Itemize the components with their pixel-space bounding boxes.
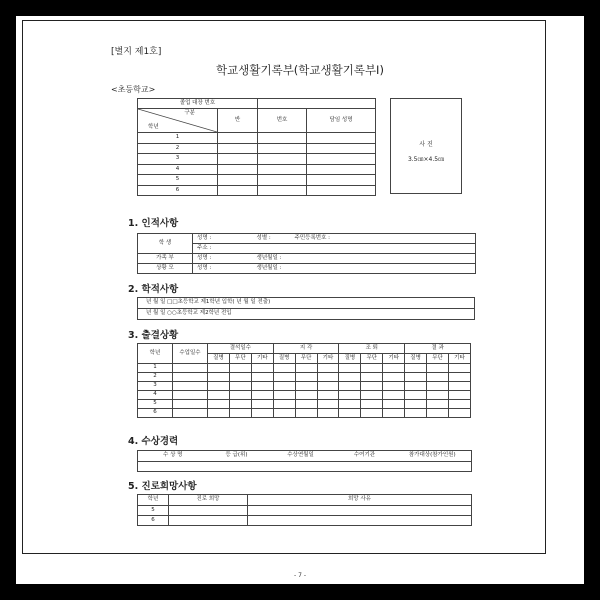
grade-header: 학년 — [138, 344, 173, 364]
sub-header: 질병 — [339, 354, 361, 364]
rrn-field: 주민등록번호 : — [291, 234, 476, 244]
father-birth: 생년월일 : — [253, 254, 476, 264]
grade-cell: 5 — [138, 175, 218, 186]
photo-label: 사 진 — [419, 141, 433, 148]
grad-number-value — [258, 99, 376, 109]
sub-header: 무단 — [229, 354, 251, 364]
diag-top-label: 구분 — [184, 110, 195, 116]
sub-header: 기타 — [251, 354, 273, 364]
personal-info-table — [137, 233, 476, 274]
class-table — [137, 98, 376, 196]
col-header: 담임 성명 — [307, 109, 376, 133]
enrollment-table — [137, 297, 475, 320]
grade-cell: 3 — [138, 382, 173, 391]
section-heading: 2. 학적사항 — [128, 284, 179, 295]
family-label: 상황 모 — [138, 264, 193, 274]
diagonal-header — [138, 109, 218, 133]
col-header: 학년 — [138, 495, 169, 506]
document-title: 학교생활기록부(학교생활기록부Ⅰ) — [216, 63, 384, 77]
col-header: 번호 — [258, 109, 307, 133]
page-number: - 7 - — [294, 572, 306, 579]
grade-cell: 6 — [138, 409, 173, 418]
col-header: 등 급(위) — [208, 451, 266, 462]
awards-table — [137, 450, 472, 472]
col-header: 진로 희망 — [169, 495, 248, 506]
section-heading: 4. 수상경력 — [128, 436, 179, 447]
grade-cell: 4 — [138, 391, 173, 400]
diag-bottom-label: 학년 — [148, 123, 159, 130]
sub-header: 무단 — [295, 354, 317, 364]
sub-header: 기타 — [448, 354, 470, 364]
sub-header: 질병 — [208, 354, 230, 364]
sub-header: 질병 — [405, 354, 427, 364]
col-header: 수 상 명 — [138, 451, 208, 462]
grad-number-label: 졸업 대장 번호 — [138, 99, 258, 109]
mother-birth: 생년월일 : — [253, 264, 476, 274]
col-header: 희망 사유 — [248, 495, 472, 506]
sub-header: 무단 — [427, 354, 449, 364]
attendance-table — [137, 343, 471, 418]
gender-field: 성별 : — [253, 234, 291, 244]
father-name: 성명 : — [193, 254, 253, 264]
sub-header: 질병 — [273, 354, 295, 364]
group-header: 지 각 — [273, 344, 339, 354]
form-tag: [별지 제1호] — [111, 47, 162, 57]
grade-cell: 2 — [138, 373, 173, 382]
grade-cell: 4 — [138, 164, 218, 175]
address-field: 주소 : — [193, 244, 476, 254]
grade-cell: 2 — [138, 143, 218, 154]
section-heading: 3. 출결상황 — [128, 330, 179, 341]
enrollment-line: 년 월 일 ○○초등학교 제2학년 전입 — [138, 309, 475, 320]
sub-header: 기타 — [317, 354, 339, 364]
col-header: 참가대상(참가인원) — [394, 451, 472, 462]
student-label: 학 생 — [138, 234, 193, 254]
grade-cell: 5 — [138, 506, 169, 516]
section-heading: 5. 진로희망사항 — [128, 481, 197, 492]
school-label: <초등학교> — [111, 85, 156, 94]
group-header: 조 퇴 — [339, 344, 405, 354]
grade-cell: 6 — [138, 185, 218, 196]
career-table — [137, 494, 472, 526]
grade-cell: 3 — [138, 154, 218, 165]
grade-cell: 1 — [138, 133, 218, 144]
sub-header: 기타 — [383, 354, 405, 364]
col-header: 반 — [218, 109, 258, 133]
group-header: 결석일수 — [208, 344, 274, 354]
col-header: 수여기관 — [336, 451, 394, 462]
photo-size: 3.5㎝×4.5㎝ — [407, 156, 445, 163]
grade-cell: 5 — [138, 400, 173, 409]
grade-cell: 6 — [138, 516, 169, 526]
sub-header: 무단 — [361, 354, 383, 364]
section-heading: 1. 인적사항 — [128, 218, 179, 229]
name-field: 성명 : — [193, 234, 253, 244]
mother-name: 성명 : — [193, 264, 253, 274]
group-header: 결 과 — [405, 344, 471, 354]
photo-box — [390, 98, 462, 194]
family-label: 가족 부 — [138, 254, 193, 264]
grade-cell: 1 — [138, 364, 173, 373]
days-header: 수업일수 — [173, 344, 208, 364]
col-header: 수상연월일 — [266, 451, 336, 462]
enrollment-line: 년 월 일 □□초등학교 제1학년 입학( 년 월 일 전출) — [138, 298, 475, 309]
